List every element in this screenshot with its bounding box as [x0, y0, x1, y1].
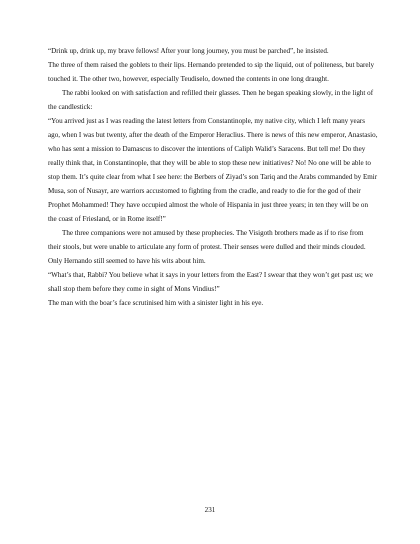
paragraph-2: The three of them raised the goblets to their lips. Hernando pretended to sip the liquid, out of politeness, but barely touched it. The other two, however, especially Teudiselo, downed the contents in one long draught. — [48, 61, 375, 83]
body-text — [48, 44, 378, 310]
paragraph-4: “You arrived just as I was reading the latest letters from Constantinople, my native city, which I left many years ago, when I was but twenty, after the death of the Emperor Heraclius. There is news of this new emperor, Anastasio, who has sent a mission to Damascus to discover the intentions of Caliph Walid’s Saracens. But tell me! Do they really think that, in Constantinople, that they will be able to stop these new initiatives? No! No one will be able to stop them. It’s quite clear from what I see here: the Berbers of Ziyad’s son Tariq and the Arabs commanded by Emir Musa, son of Nusayr, are warriors accustomed to fighting from the cradle, and ready to die for the god of their Prophet Mohammed! They have occupied almost the whole of Hispania in just three years; in ten they will be on the coast of Friesland, or in Rome itself!” — [48, 117, 378, 223]
paragraph-5: The three companions were not amused by these prophecies. The Visigoth brothers made as if to rise from their stools, but were unable to articulate any form of protest. Their senses were dulled and their minds clouded. Only Hernando still seemed to have his wits about him. — [48, 229, 366, 265]
paragraph-6: “What’s that, Rabbi? You believe what it says in your letters from the East? I swear that they won’t get past us; we shall stop them before they come in sight of Mons Vindius!” — [48, 271, 373, 293]
paragraph-3: The rabbi looked on with satisfaction and refilled their glasses. Then he began speaking slowly, in the light of the candlestick: — [48, 89, 374, 111]
page-number: 231 — [204, 506, 216, 514]
paragraph-7: The man with the boar’s face scrutinised him with a sinister light in his eye. — [48, 299, 264, 307]
paragraph-1: “Drink up, drink up, my brave fellows! After your long journey, you must be parched”, he insisted. — [48, 47, 329, 55]
